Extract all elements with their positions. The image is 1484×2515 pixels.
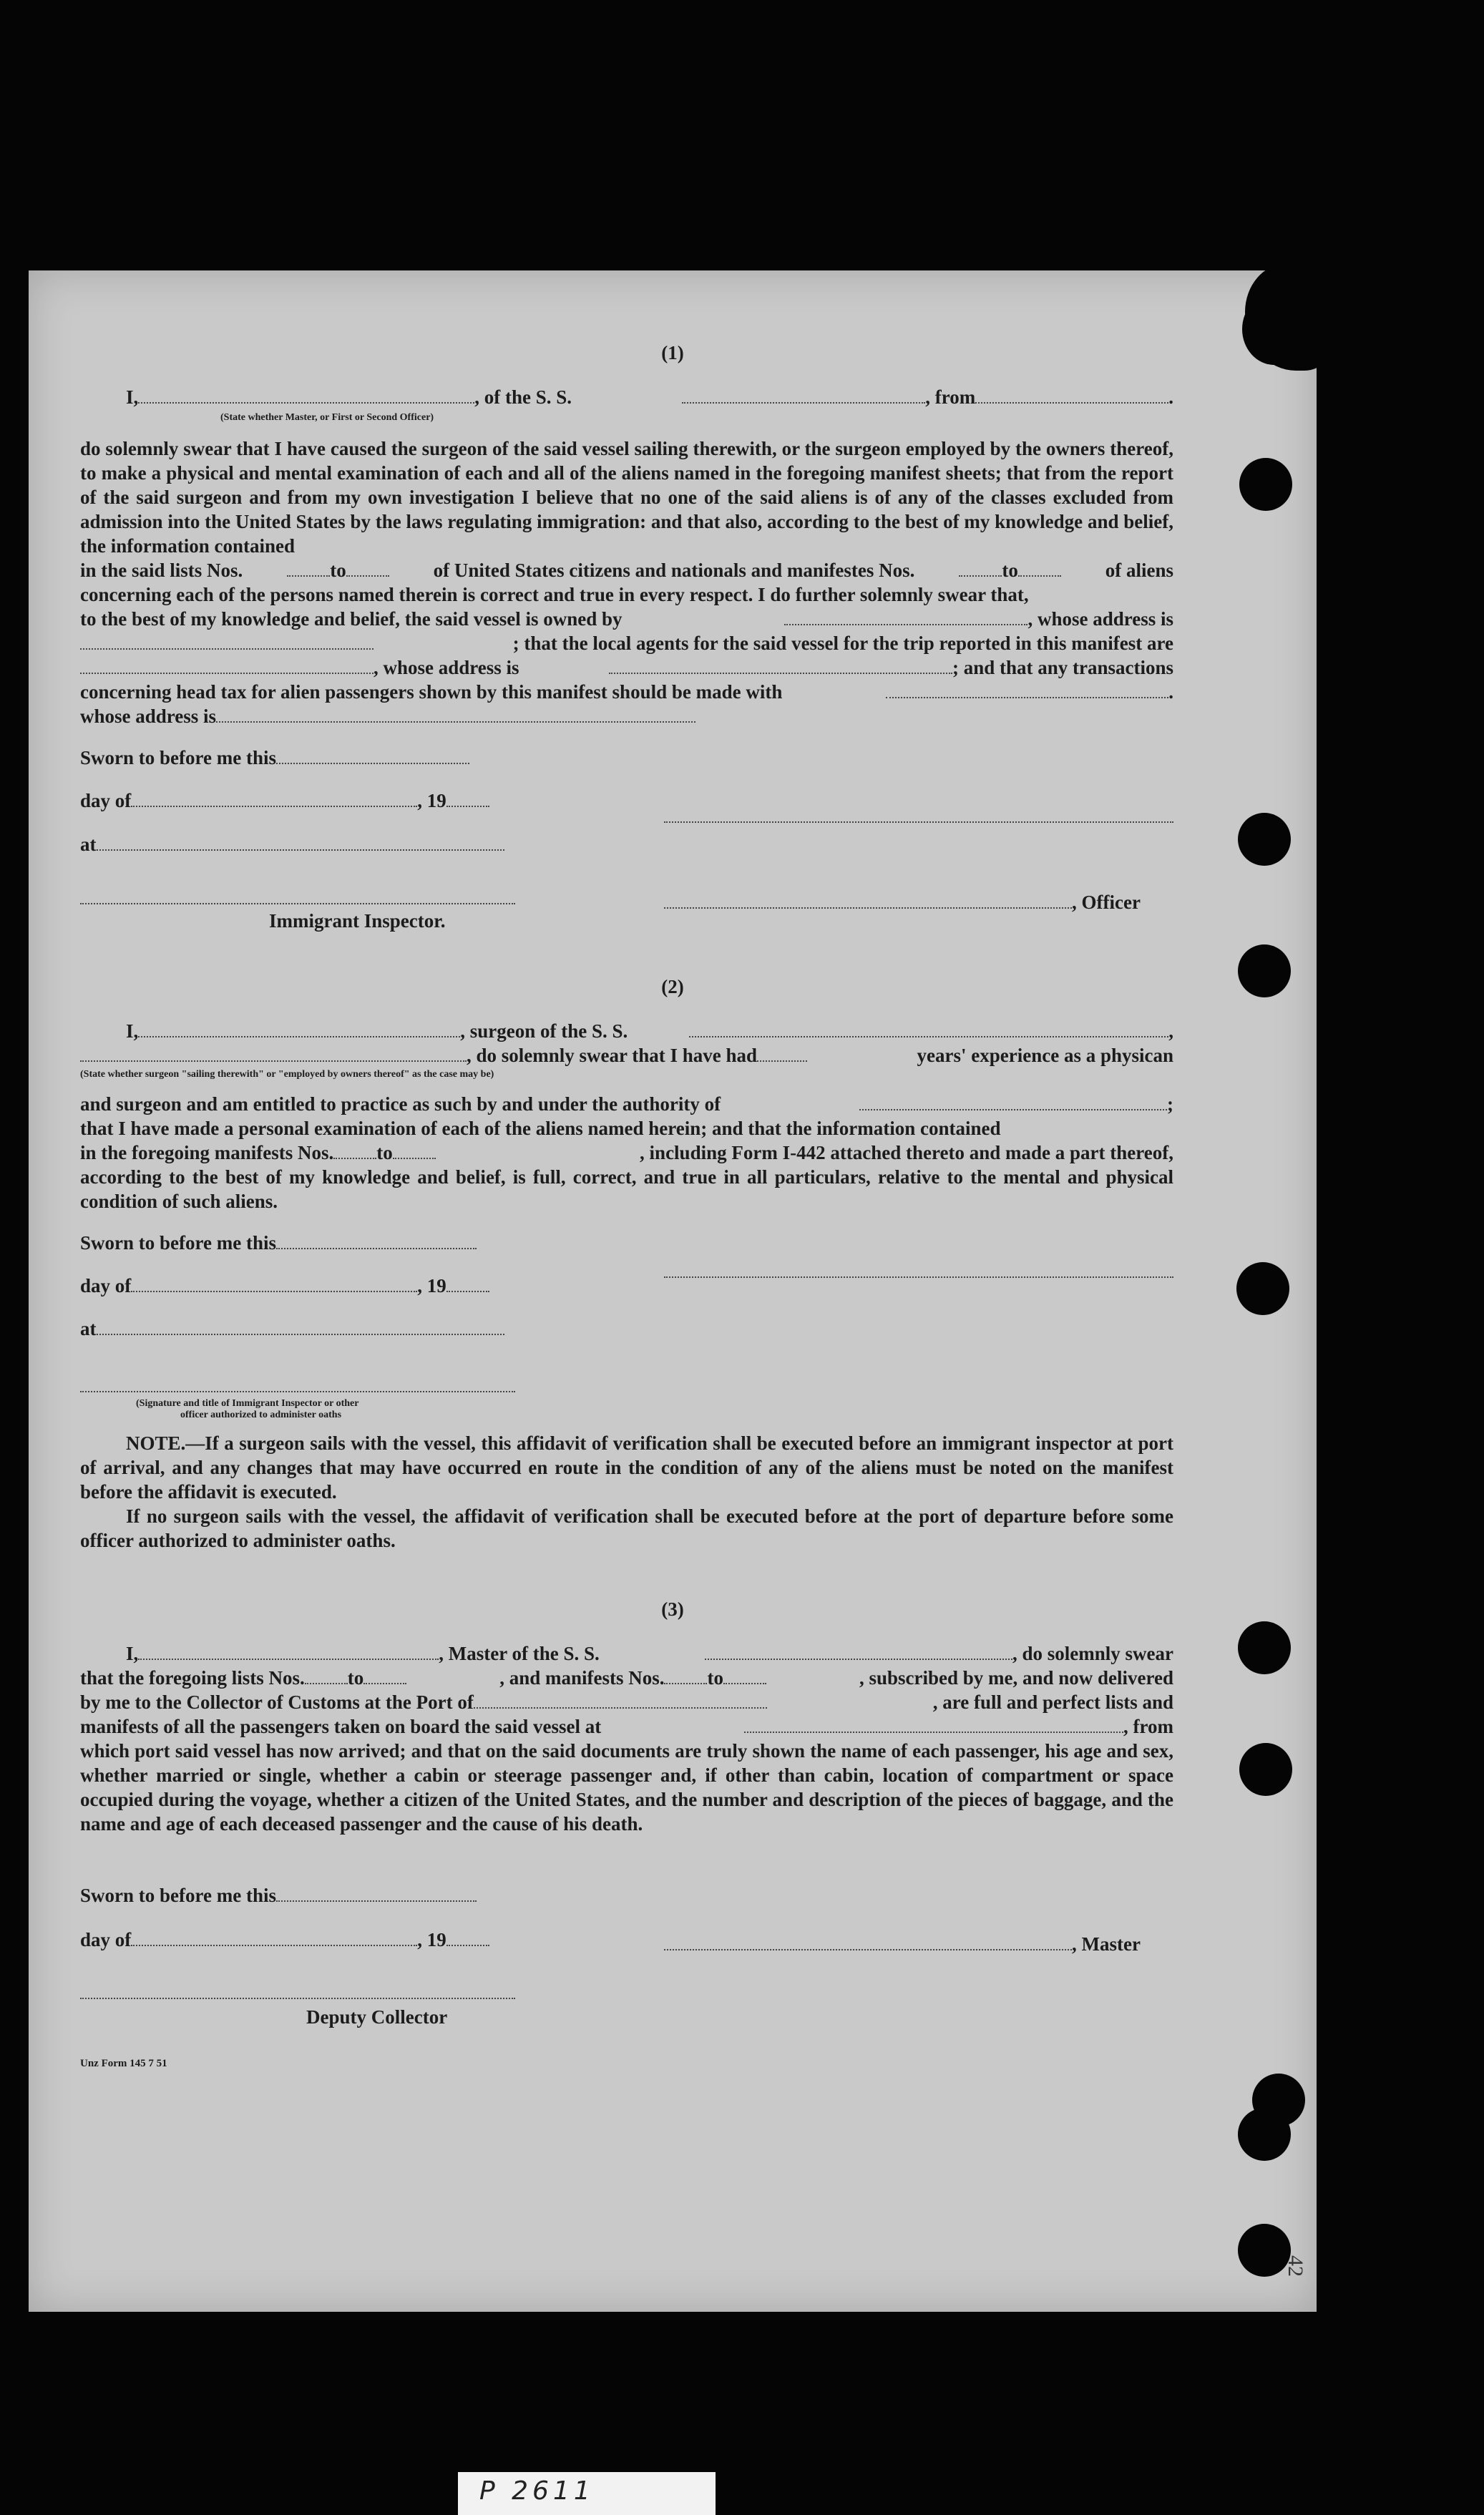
s2-note-2: If no surgeon sails with the vessel, the affidavit of verification shall be executed before at the port of departure before some officer authorized to administer oaths.: [80, 1505, 1173, 1551]
section-1-number: (1): [661, 342, 684, 363]
page-number: 42: [1284, 2255, 1307, 2277]
s3-sworn-line: Sworn to before me this: [80, 1883, 477, 1908]
s2-sworn-blank[interactable]: [276, 1232, 477, 1249]
s2-year-blank[interactable]: [446, 1275, 489, 1292]
punch-hole: [1238, 944, 1291, 997]
s1-day-line: day of , 19: [80, 788, 489, 813]
s2-at-line: at: [80, 1317, 504, 1341]
s1-officer-blank[interactable]: [138, 386, 474, 404]
s1-agents-address-line: , whose address is ; and that any transactions: [80, 655, 1173, 680]
s3-master-name-blank[interactable]: [138, 1643, 439, 1660]
s1-text-b: concerning each of the persons named therein is correct and true in every respect. I do further solemnly swear that,: [80, 584, 1029, 605]
s2-text-b: according to the best of my knowledge and belief, is full, correct, and true in all particulars, relative to the mental and physical condition of such aliens.: [80, 1166, 1173, 1212]
punch-hole: [1238, 1621, 1291, 1674]
s2-signature-line[interactable]: [664, 1276, 1173, 1278]
s3-sworn-blank[interactable]: [276, 1885, 477, 1902]
s1-at-line: at: [80, 832, 504, 856]
s3-master-line: , Master: [664, 1932, 1141, 1956]
s1-sworn-blank[interactable]: [276, 747, 469, 764]
s1-from-blank[interactable]: [975, 386, 1168, 404]
s1-whose-line: whose address is: [80, 704, 695, 728]
s1-lists-line: in the said lists Nos. to of United States citizens and nationals and manifestes Nos. to of aliens: [80, 560, 1173, 581]
s3-vessel-blank[interactable]: [705, 1643, 1012, 1660]
s1-agents-address-blank[interactable]: [609, 657, 952, 674]
s1-day-blank[interactable]: [131, 790, 417, 807]
s3-master-sign-blank[interactable]: [664, 1933, 1072, 1950]
s2-line-2: , do solemnly swear that I have had years' experience as a physican: [80, 1043, 1173, 1068]
s2-authority-line: and surgeon and am entitled to practice as such by and under the authority of ;: [80, 1093, 1173, 1115]
s3-collector-line[interactable]: [80, 1998, 515, 1999]
s3-board-blank[interactable]: [744, 1716, 1123, 1733]
s2-line-1: I, , surgeon of the S. S. ,: [126, 1020, 1173, 1042]
s2-day-line: day of , 19: [80, 1274, 489, 1298]
s3-paragraph: which port said vessel has now arrived; and that on the said documents are truly shown the name of each passenger, his age and sex, whether married or single, whether a cabin or steerage passenger and, if other than cabin, location of compartment or space occupied during the voyage, whether a citizen of the United States, and the number and description of the pieces of baggage, and the name and age of each deceased passenger and the cause of his death.: [80, 1740, 1173, 1835]
punch-hole: [1238, 813, 1291, 866]
s2-day-blank[interactable]: [131, 1275, 417, 1292]
film-tag-label: P 2611: [479, 2476, 595, 2506]
s1-headtax-blank[interactable]: [886, 681, 1168, 698]
s3-day-blank[interactable]: [131, 1929, 417, 1946]
s3-board-line: manifests of all the passengers taken on board the said vessel at , from: [80, 1716, 1173, 1737]
s1-inspector-label: Immigrant Inspector.: [269, 910, 446, 932]
s2-inspector-line[interactable]: [80, 1391, 515, 1392]
s1-officer-sign-blank[interactable]: [664, 892, 1072, 909]
s1-line-1: I, , of the S. S. , from .: [126, 386, 1173, 408]
s2-authority-blank[interactable]: [859, 1093, 1167, 1110]
s3-year-blank[interactable]: [446, 1929, 489, 1946]
s2-surgeon-type-blank[interactable]: [80, 1045, 467, 1062]
s2-caption: (State whether surgeon "sailing therewith" or "employed by owners thereof" as the case may be): [80, 1069, 494, 1080]
punch-hole: [1236, 1262, 1289, 1315]
punch-hole: [1239, 1743, 1292, 1796]
s1-agents-blank[interactable]: [80, 657, 374, 674]
s2-note-1: NOTE.—If a surgeon sails with the vessel, this affidavit of verification shall be executed before an immigrant inspector at port of arrival, and any changes that may have occurred en route in the condition of any of the aliens must be noted on the manifest before the affidavit is executed.: [80, 1432, 1173, 1503]
s2-sig-caption-1: (Signature and title of Immigrant Inspector or other: [136, 1398, 359, 1409]
section-3-number: (3): [661, 1598, 684, 1620]
s3-day-line: day of , 19: [80, 1928, 489, 1952]
s2-sig-caption-2: officer authorized to administer oaths: [180, 1410, 342, 1420]
s3-port-blank[interactable]: [474, 1691, 767, 1709]
s1-owner-address-blank[interactable]: [80, 633, 374, 650]
s2-vessel-blank[interactable]: [689, 1020, 1168, 1037]
s2-text-a: that I have made a personal examination of each of the aliens named herein; and that the information contained: [80, 1118, 1001, 1139]
s1-owned-line: to the best of my knowledge and belief, the said vessel is owned by , whose address is: [80, 608, 1173, 630]
s3-lists-line: that the foregoing lists Nos. to , and manifests Nos. to , subscribed by me, and now delivered: [80, 1667, 1173, 1689]
form-sheet: [29, 270, 1317, 2312]
s1-headtax-line: concerning head tax for alien passengers shown by this manifest should be made with .: [80, 681, 1173, 703]
punch-hole: [1239, 458, 1292, 511]
section-2-number: (2): [661, 976, 684, 997]
form-number: Unz Form 145 7 51: [80, 2058, 167, 2069]
punch-hole: [1238, 2108, 1291, 2161]
s1-whose-address-blank[interactable]: [216, 705, 695, 723]
s1-paragraph-a: do solemnly swear that I have caused the surgeon of the said vessel sailing therewith, or the surgeon employed by the owners thereof, to make a physical and mental examination of each and all of the aliens named in the foregoing manifest sheets; that from the report of the said surgeon and from my own investigation I believe that no one of the said aliens is of any of the classes excluded from admission into the United States by the laws regulating immigration: and that also, according to the best of my knowledge and belief, the information contained: [80, 438, 1173, 557]
film-tag: [458, 2472, 716, 2515]
s3-collector-label: Deputy Collector: [306, 2006, 448, 2028]
s1-year-blank[interactable]: [446, 790, 489, 807]
s1-inspector-line[interactable]: [80, 903, 515, 904]
s1-signature-line[interactable]: [664, 821, 1173, 823]
s3-port-line: by me to the Collector of Customs at the Port of , are full and perfect lists and: [80, 1691, 1173, 1713]
s1-sworn-line: Sworn to before me this: [80, 746, 469, 770]
punch-hole: [1242, 293, 1307, 365]
s2-manifests-line: in the foregoing manifests Nos. to , including Form I-442 attached thereto and made a part thereof,: [80, 1142, 1173, 1163]
s2-years-blank[interactable]: [757, 1045, 807, 1062]
s3-line-1: I, , Master of the S. S. , do solemnly swear: [126, 1643, 1173, 1664]
s2-surgeon-name-blank[interactable]: [138, 1020, 460, 1037]
s1-vessel-blank[interactable]: [682, 386, 925, 404]
s1-at-blank[interactable]: [97, 834, 504, 851]
s2-at-blank[interactable]: [97, 1318, 504, 1335]
s1-owner-blank[interactable]: [784, 608, 1027, 625]
s2-sworn-line: Sworn to before me this: [80, 1231, 477, 1255]
s1-agents-line: ; that the local agents for the said vessel for the trip reported in this manifest are: [80, 631, 1173, 655]
s1-caption: (State whether Master, or First or Second Officer): [220, 412, 434, 423]
s1-officer-line: , Officer: [664, 890, 1141, 914]
